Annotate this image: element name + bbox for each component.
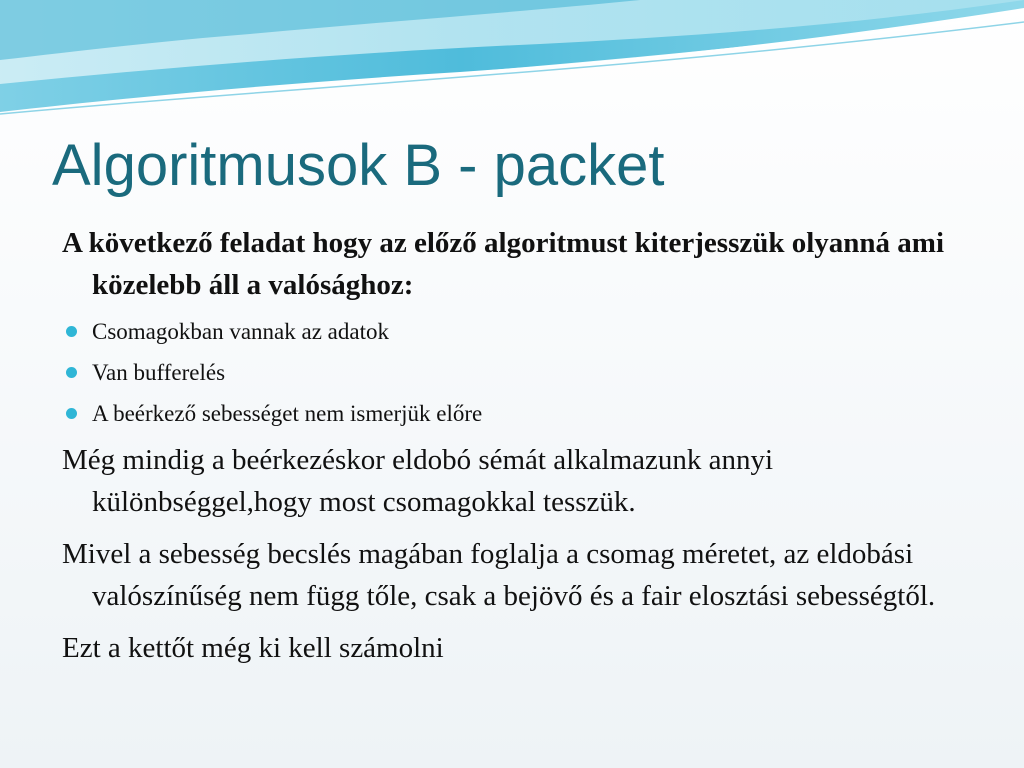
bullet-text: A beérkező sebességet nem ismerjük előre [92, 401, 483, 426]
bullet-item [62, 316, 972, 348]
slide-title: Algoritmusok B - packet [52, 133, 665, 198]
header-wave-decoration [0, 0, 1024, 120]
body-paragraph: Ezt a kettőt még ki kell számolni [62, 632, 444, 664]
bullet-text: Csomagokban vannak az adatok [92, 319, 389, 344]
bullet-dot-icon [66, 367, 77, 378]
body-paragraph: Még mindig a beérkezéskor eldobó sémát alkalmazunk annyi különbséggel,hogy most csomagokkal tesszük. [62, 444, 774, 518]
bullet-text: Van bufferelés [92, 360, 226, 385]
bullet-list [62, 316, 972, 430]
intro-paragraph: A következő feladat hogy az előző algoritmust kiterjesszük olyanná ami közelebb áll a valósághoz: [62, 227, 945, 301]
bullet-item [62, 357, 972, 389]
body-paragraph: Mivel a sebesség becslés magában foglalja a csomag méretet, az eldobási valószínűség nem függ tőle, csak a bejövő és a fair elosztási sebességtől. [62, 538, 936, 612]
bullet-dot-icon [66, 326, 77, 337]
bullet-dot-icon [66, 408, 77, 419]
slide-content [62, 222, 972, 679]
bullet-item [62, 398, 972, 430]
